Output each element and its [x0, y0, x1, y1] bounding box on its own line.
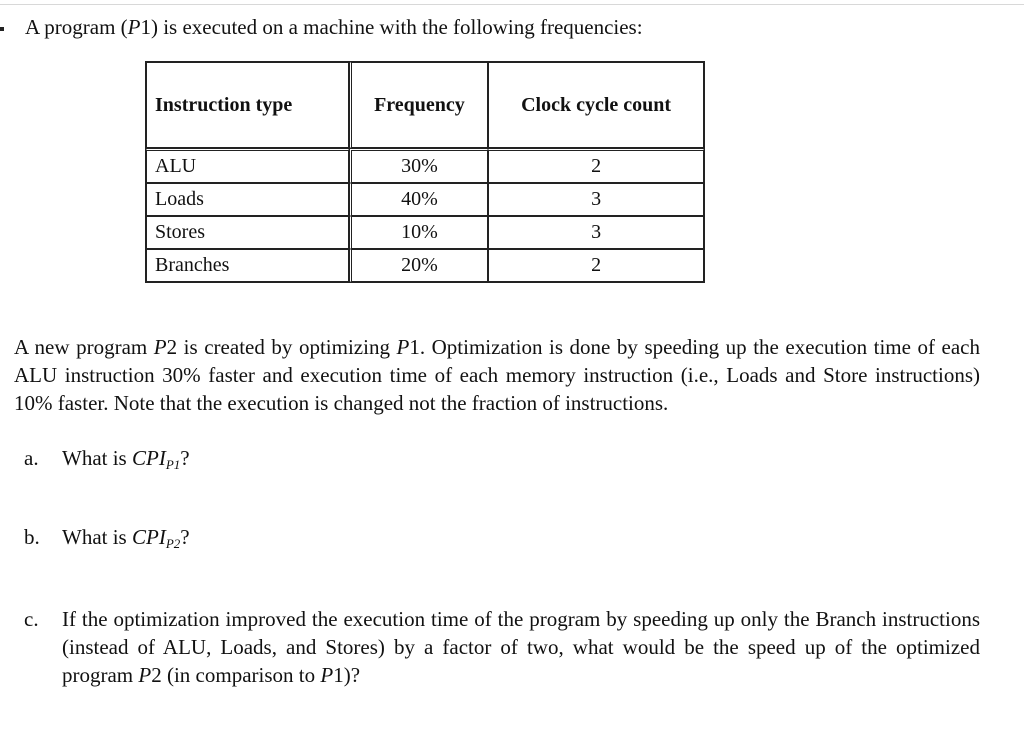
header-clock-cycle-count: Clock cycle count [488, 62, 704, 148]
cell-cycles: 3 [488, 183, 704, 216]
question-a-subscript: P1 [165, 457, 181, 472]
cell-type: ALU [146, 148, 349, 183]
cell-frequency: 30% [349, 148, 489, 183]
question-c [24, 605, 984, 695]
question-c-part2: (in comparison to [161, 663, 321, 687]
question-a-suffix: ? [180, 446, 190, 470]
intro-program-letter: P [127, 15, 141, 39]
question-c-part1: If the optimization improved the execution time of the program by speeding up only the Branch instructions (instead of ALU, Loads, and Stores) by a factor of two, what would be the speed up of the optimized program [62, 607, 980, 687]
question-b-prefix: What is [62, 525, 132, 549]
top-divider [0, 4, 1024, 5]
question-a-prefix: What is [62, 446, 132, 470]
table-row [146, 183, 704, 216]
intro-prefix: A program ( [25, 15, 128, 39]
cell-frequency: 40% [349, 183, 489, 216]
cell-cycles: 3 [488, 216, 704, 249]
table-row [146, 216, 704, 249]
table-row [146, 249, 704, 282]
question-c-letter: c. [24, 607, 39, 631]
cell-type: Loads [146, 183, 349, 216]
table-row [146, 148, 704, 183]
question-b-letter: b. [24, 525, 40, 549]
intro-suffix: ) is executed on a machine with the following frequencies: [150, 15, 643, 39]
question-b [24, 523, 984, 553]
question-b-text [62, 523, 190, 551]
question-c-p1-number: 1 [333, 663, 344, 687]
cell-cycles: 2 [488, 148, 704, 183]
question-b-subscript: P2 [165, 536, 181, 551]
para-part1: A new program [14, 335, 154, 359]
cell-cycles: 2 [488, 249, 704, 282]
para-p2-number: 2 [166, 335, 178, 359]
question-a [24, 444, 984, 474]
question-a-letter: a. [24, 446, 39, 470]
para-part2: is created by optimizing [177, 335, 397, 359]
question-c-part3: )? [343, 663, 361, 687]
para-part3: . Optimization is done by speeding up the execution time of each ALU instruction 30% faster and execution time of each memory instruction (i.e., Loads and Store instructions) 10% faster. Note that the execution is changed not the fraction of instructions. [14, 335, 980, 415]
bullet-marker [0, 27, 4, 31]
intro-program-number: 1 [140, 15, 151, 39]
cell-frequency: 10% [349, 216, 489, 249]
question-a-cpi: CPI [131, 446, 166, 470]
question-a-text [62, 444, 190, 472]
question-c-text [62, 605, 980, 689]
cell-frequency: 20% [349, 249, 489, 282]
table-header-row [146, 62, 704, 148]
question-c-p1-letter: P [320, 663, 334, 687]
para-p2-letter: P [153, 335, 167, 359]
optimization-paragraph [14, 333, 980, 417]
cell-type: Stores [146, 216, 349, 249]
cell-type: Branches [146, 249, 349, 282]
question-c-p2-number: 2 [151, 663, 162, 687]
header-instruction-type: Instruction type [146, 62, 349, 148]
question-b-cpi: CPI [131, 525, 166, 549]
intro-sentence [25, 13, 643, 41]
para-p1-number: 1 [409, 335, 420, 359]
instruction-frequency-table [145, 61, 705, 283]
question-c-p2-letter: P [138, 663, 152, 687]
header-frequency: Frequency [349, 62, 489, 148]
para-p1-letter: P [396, 335, 410, 359]
question-b-suffix: ? [180, 525, 190, 549]
